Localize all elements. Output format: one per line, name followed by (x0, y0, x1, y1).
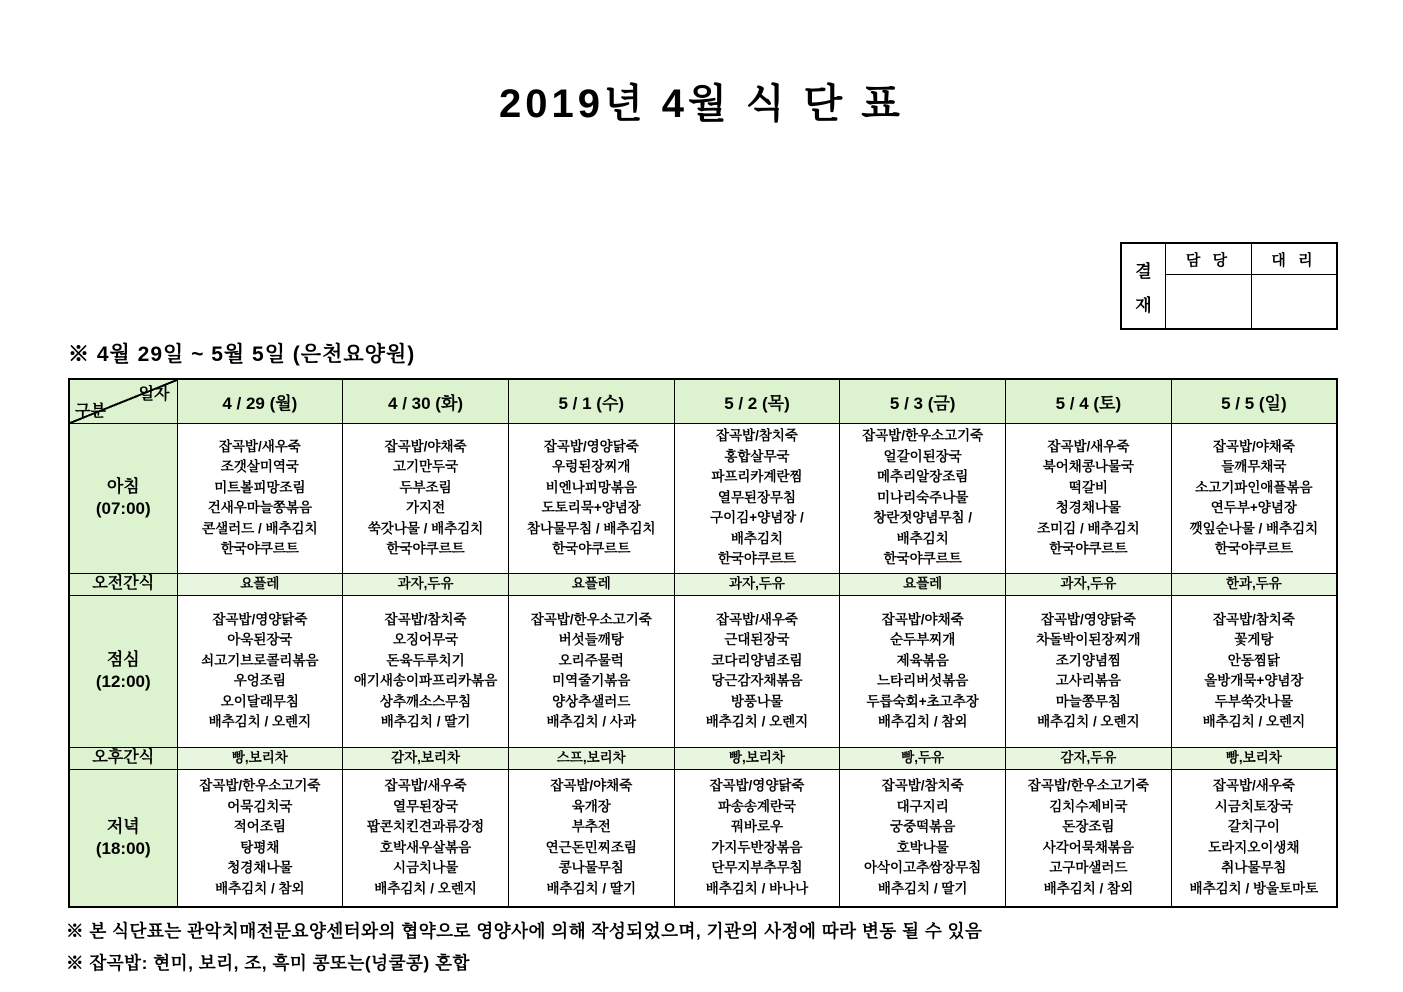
meal-cell: 잡곡밥/한우소고기죽 버섯들깨탕 오리주물럭 미역줄기볶음 양상추샐러드 배추김치 / 사과 (508, 595, 674, 747)
day-header: 5 / 1 (수) (508, 379, 674, 423)
approval-column-manager: 담 당 (1185, 251, 1232, 269)
meal-cell: 잡곡밥/영양닭죽 아욱된장국 쇠고기브로콜리볶음 우엉조림 오이달래무침 배추김치 / 오렌지 (177, 595, 343, 747)
snack-cell: 빵,보리차 (674, 747, 840, 769)
meal-cell: 잡곡밥/참치죽 꽃게탕 안동찜닭 올방개묵+양념장 두부쑥갓나물 배추김치 / 오렌지 (1171, 595, 1337, 747)
snack-cell: 과자,두유 (1006, 573, 1172, 595)
snack-cell: 요플레 (177, 573, 343, 595)
snack-cell: 빵,보리차 (177, 747, 343, 769)
meal-cell: 잡곡밥/새우죽 열무된장국 팝콘치킨견과류강정 호박새우살볶음 시금치나물 배추김치 / 오렌지 (343, 769, 509, 907)
meal-cell: 잡곡밥/영양닭죽 차돌박이된장찌개 조기양념찜 고사리볶음 마늘쫑무침 배추김치 / 오렌지 (1006, 595, 1172, 747)
meal-cell: 잡곡밥/새우죽 조갯살미역국 미트볼피망조림 건새우마늘쫑볶음 콘샐러드 / 배추김치 한국야쿠르트 (177, 423, 343, 573)
approval-signature-cell (1251, 274, 1336, 328)
meal-cell: 잡곡밥/참치죽 대구지리 궁중떡볶음 호박나물 아삭이고추쌈장무침 배추김치 / 딸기 (840, 769, 1006, 907)
menu-table (68, 378, 1338, 908)
meal-cell: 잡곡밥/야채죽 고기만두국 두부조림 가지전 쑥갓나물 / 배추김치 한국야쿠르트 (343, 423, 509, 573)
approval-signature-cell (1166, 274, 1251, 328)
row-label-dinner: 저녁 (18:00) (69, 769, 177, 907)
table-row-pm-snack (69, 747, 1337, 769)
corner-label-date: 일자 (138, 386, 170, 403)
approval-column-deputy: 대 리 (1251, 244, 1336, 274)
day-header: 4 / 29 (월) (177, 379, 343, 423)
meal-cell: 잡곡밥/참치죽 오징어무국 돈육두루치기 애기새송이파프리카볶음 상추깨소스무침 배추김치 / 딸기 (343, 595, 509, 747)
page-title: 2019년 4월 식 단 표 (499, 82, 904, 126)
row-label-lunch: 점심 (12:00) (69, 595, 177, 747)
footnote: ※ 잡곡밥: 현미, 보리, 조, 흑미 콩또는(넝쿨콩) 혼합 (66, 953, 470, 973)
snack-cell: 감자,보리차 (343, 747, 509, 769)
meal-cell: 잡곡밥/참치죽 홍합살무국 파프리카계란찜 열무된장무침 구이김+양념장 / 배추김치 한국야쿠르트 (674, 423, 840, 573)
approval-box (1120, 242, 1338, 330)
table-row-lunch (69, 595, 1337, 747)
day-header: 5 / 5 (일) (1171, 379, 1337, 423)
meal-cell: 잡곡밥/한우소고기죽 어묵김치국 적어조림 탕평채 청경채나물 배추김치 / 참외 (177, 769, 343, 907)
meal-cell: 잡곡밥/야채죽 순두부찌개 제육볶음 느타리버섯볶음 두릅숙회+초고추장 배추김치 / 참외 (840, 595, 1006, 747)
snack-cell: 빵,두유 (840, 747, 1006, 769)
table-row-dinner (69, 769, 1337, 907)
meal-cell: 잡곡밥/새우죽 시금치토장국 갈치구이 도라지오이생채 취나물무침 배추김치 / 방울토마토 (1171, 769, 1337, 907)
footnote: ※ 본 식단표는 관악치매전문요양센터와의 협약으로 영양사에 의해 작성되었으며, 기관의 사정에 따라 변동 될 수 있음 (66, 921, 983, 941)
snack-cell: 과자,두유 (674, 573, 840, 595)
snack-cell: 스프,보리차 (508, 747, 674, 769)
approval-stamp-char: 재 (1135, 295, 1152, 315)
day-header: 5 / 4 (토) (1006, 379, 1172, 423)
meal-plan-document (0, 72, 1403, 992)
approval-stamp-char: 결 (1135, 261, 1152, 281)
row-label-breakfast: 아침 (07:00) (69, 423, 177, 573)
meal-cell: 잡곡밥/새우죽 북어채콩나물국 떡갈비 청경채나물 조미김 / 배추김치 한국야쿠르트 (1006, 423, 1172, 573)
footnotes (66, 918, 982, 982)
meal-cell: 잡곡밥/야채죽 들깨무채국 소고기파인애플볶음 연두부+양념장 깻잎순나물 / 배추김치 한국야쿠르트 (1171, 423, 1337, 573)
snack-cell: 과자,두유 (343, 573, 509, 595)
meal-cell: 잡곡밥/한우소고기죽 얼갈이된장국 메추리알장조림 미나리숙주나물 창란젓양념무침 / 배추김치 한국야쿠르트 (840, 423, 1006, 573)
row-label-pm-snack: 오후간식 (69, 747, 177, 769)
table-header-row (69, 379, 1337, 423)
snack-cell: 요플레 (840, 573, 1006, 595)
corner-cell (69, 379, 177, 423)
table-row-breakfast (69, 423, 1337, 573)
table-row-am-snack (69, 573, 1337, 595)
meal-cell: 잡곡밥/새우죽 근대된장국 코다리양념조림 당근감자채볶음 방풍나물 배추김치 / 오렌지 (674, 595, 840, 747)
approval-stamp-label (1122, 244, 1166, 328)
day-header: 4 / 30 (화) (343, 379, 509, 423)
row-label-am-snack: 오전간식 (69, 573, 177, 595)
meal-cell: 잡곡밥/영양닭죽 파송송계란국 꿔바로우 가지두반장볶음 단무지부추무침 배추김치 / 바나나 (674, 769, 840, 907)
snack-cell: 요플레 (508, 573, 674, 595)
meal-cell: 잡곡밥/한우소고기죽 김치수제비국 돈장조림 사각어묵채볶음 고구마샐러드 배추김치 / 참외 (1006, 769, 1172, 907)
meal-cell: 잡곡밥/야채죽 육개장 부추전 연근돈민찌조림 콩나물무침 배추김치 / 딸기 (508, 769, 674, 907)
meal-cell: 잡곡밥/영양닭죽 우렁된장찌개 비엔나피망볶음 도토리묵+양념장 참나물무침 / 배추김치 한국야쿠르트 (508, 423, 674, 573)
corner-label-category: 구분 (75, 402, 106, 420)
date-range-subtitle: ※ 4월 29일 ~ 5월 5일 (은천요양원) (68, 343, 416, 366)
day-header: 5 / 3 (금) (840, 379, 1006, 423)
snack-cell: 빵,보리차 (1171, 747, 1337, 769)
day-header: 5 / 2 (목) (674, 379, 840, 423)
snack-cell: 감자,두유 (1006, 747, 1172, 769)
snack-cell: 한과,두유 (1171, 573, 1337, 595)
